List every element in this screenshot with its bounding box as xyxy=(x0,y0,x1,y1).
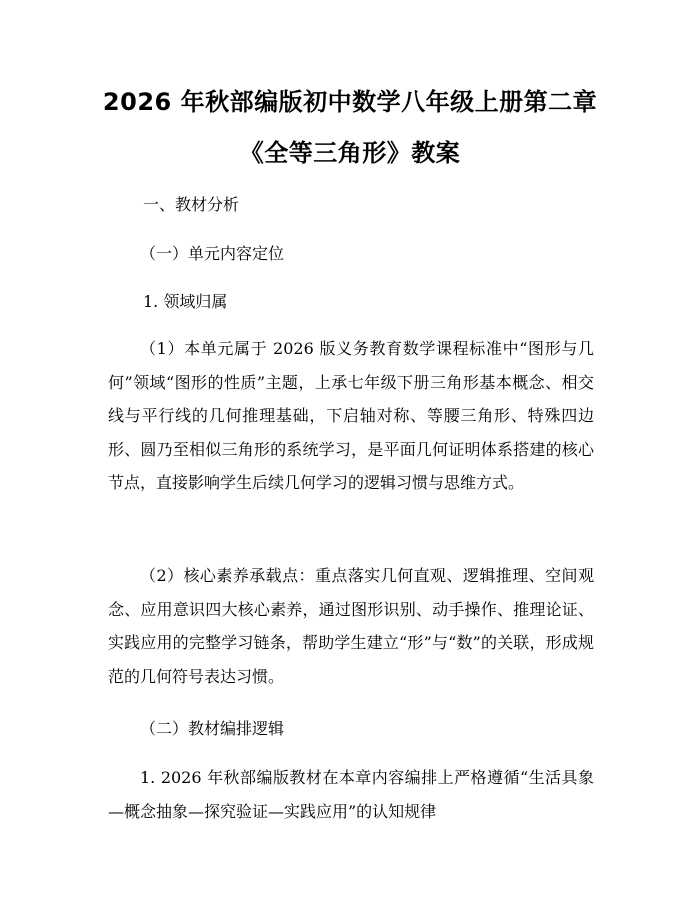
item-heading-domain: 1. 领域归属 xyxy=(143,292,228,311)
document-title-line-1: 2026 年秋部编版初中数学八年级上册第二章 xyxy=(102,88,598,116)
paragraph-arrangement: 1. 2026 年秋部编版教材在本章内容编排上严格遵循“生活具象—概念抽象—探究验证—实践应用”的认知规律 xyxy=(108,768,594,821)
document-title-line-2: 《全等三角形》教案 xyxy=(239,139,461,167)
subsection-heading-unit-positioning: （一）单元内容定位 xyxy=(140,244,285,263)
paragraph-core-literacy: （2）核心素养承载点：重点落实几何直观、逻辑推理、空间观念、应用意识四大核心素养，通过图形识别、动手操作、推理论证、实践应用的完整学习链条，帮助学生建立“形”与“数”的关联，形成规范的几何符号表达习惯。 xyxy=(108,566,594,686)
section-heading-textbook-analysis: 一、教材分析 xyxy=(143,195,240,214)
paragraph-domain-attribution: （1）本单元属于 2026 版义务教育数学课程标准中“图形与几何”领域“图形的性质”主题，上承七年级下册三角形基本概念、相交线与平行线的几何推理基础，下启轴对称、等腰三角形、特殊四边形、圆乃至相似三角形的系统学习，是平面几何证明体系搭建的核心节点，直接影响学生后续几何学习的逻辑习惯与思维方式。 xyxy=(108,339,594,492)
subsection-heading-arrangement-logic: （二）教材编排逻辑 xyxy=(140,719,285,738)
